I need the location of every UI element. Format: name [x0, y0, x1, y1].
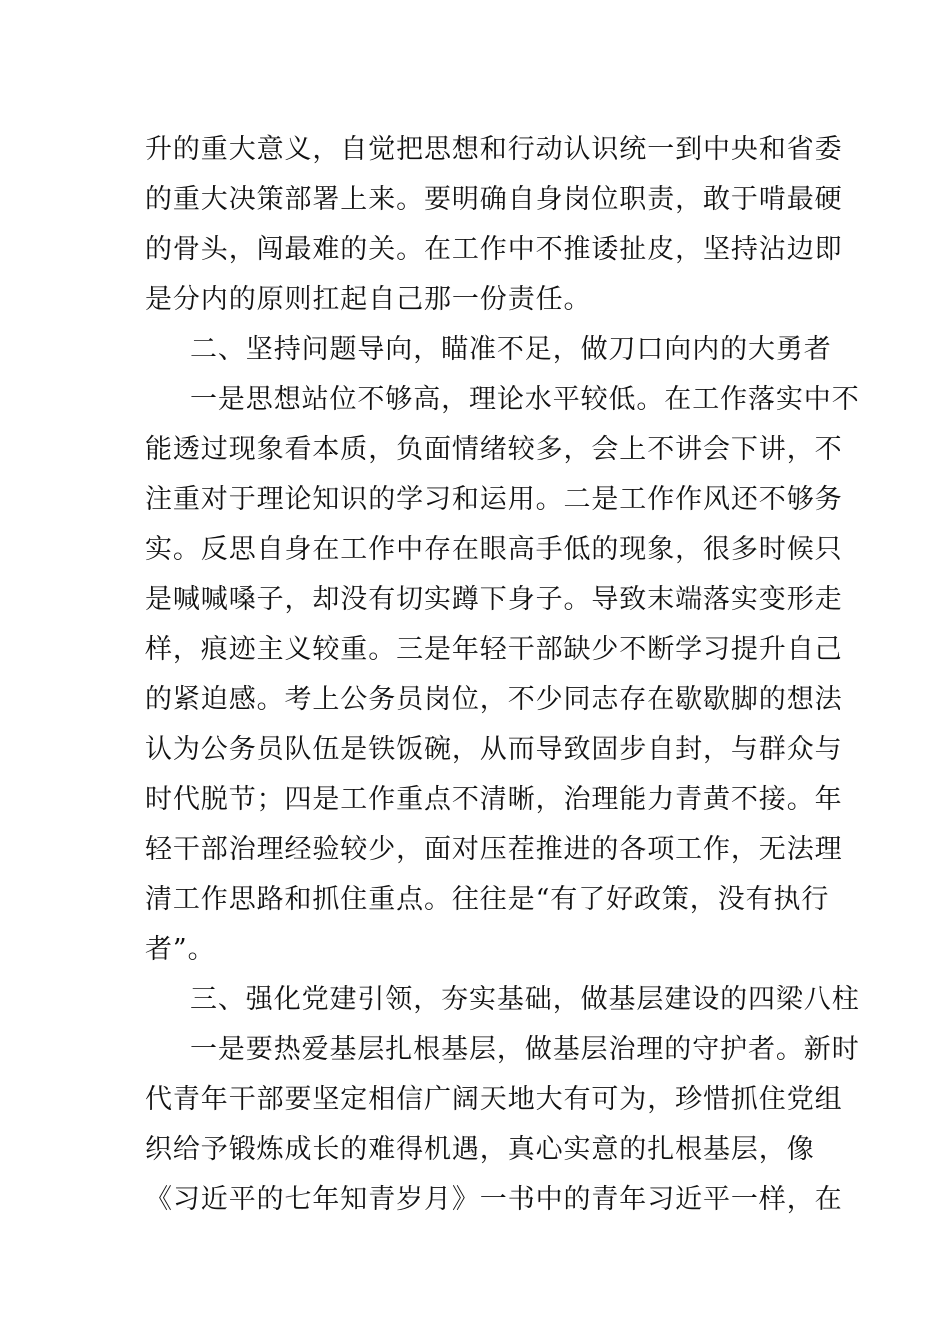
paragraph-line: 注重对于理论知识的学习和运用。二是工作作风还不够务 — [145, 484, 843, 515]
paragraph-line: 样，痕迹主义较重。三是年轻干部缺少不断学习提升自己 — [145, 634, 843, 665]
paragraph-line: 是喊喊嗓子，却没有切实蹲下身子。导致末端落实变形走 — [145, 584, 843, 615]
paragraph-line: 一是思想站位不够高，理论水平较低。在工作落实中不 — [190, 384, 860, 415]
paragraph-line: 升的重大意义，自觉把思想和行动认识统一到中央和省委 — [145, 134, 843, 165]
paragraph-line: 认为公务员队伍是铁饭碗，从而导致固步自封，与群众与 — [145, 734, 843, 765]
paragraph-line: 实。反思自身在工作中存在眼高手低的现象，很多时候只 — [145, 534, 843, 565]
paragraph-line: 清工作思路和抓住重点。往往是“有了好政策，没有执行 — [145, 884, 830, 915]
paragraph-line: 代青年干部要坚定相信广阔天地大有可为，珍惜抓住党组 — [145, 1084, 843, 1115]
paragraph-line: 时代脱节；四是工作重点不清晰，治理能力青黄不接。年 — [145, 784, 843, 815]
paragraph-line: 的紧迫感。考上公务员岗位，不少同志存在歇歇脚的想法 — [145, 684, 843, 715]
paragraph-line: 一是要热爱基层扎根基层，做基层治理的守护者。新时 — [190, 1034, 860, 1065]
paragraph-line: 是分内的原则扛起自己那一份责任。 — [145, 284, 592, 315]
paragraph-line: 织给予锻炼成长的难得机遇，真心实意的扎根基层，像 — [145, 1134, 815, 1165]
section-heading: 二、坚持问题导向，瞄准不足，做刀口向内的大勇者 — [190, 334, 832, 365]
paragraph-line: 轻干部治理经验较少，面对压茬推进的各项工作，无法理 — [145, 834, 843, 865]
paragraph-line: 者”。 — [145, 934, 216, 965]
paragraph-line: 的重大决策部署上来。要明确自身岗位职责，敢于啃最硬 — [145, 184, 843, 215]
section-heading: 三、强化党建引领，夯实基础，做基层建设的四梁八柱 — [190, 984, 860, 1015]
paragraph-line: 的骨头，闯最难的关。在工作中不推诿扯皮，坚持沾边即 — [145, 234, 843, 265]
paragraph-line: 《习近平的七年知青岁月》一书中的青年习近平一样，在 — [145, 1184, 843, 1215]
paragraph-line: 能透过现象看本质，负面情绪较多，会上不讲会下讲，不 — [145, 434, 843, 465]
